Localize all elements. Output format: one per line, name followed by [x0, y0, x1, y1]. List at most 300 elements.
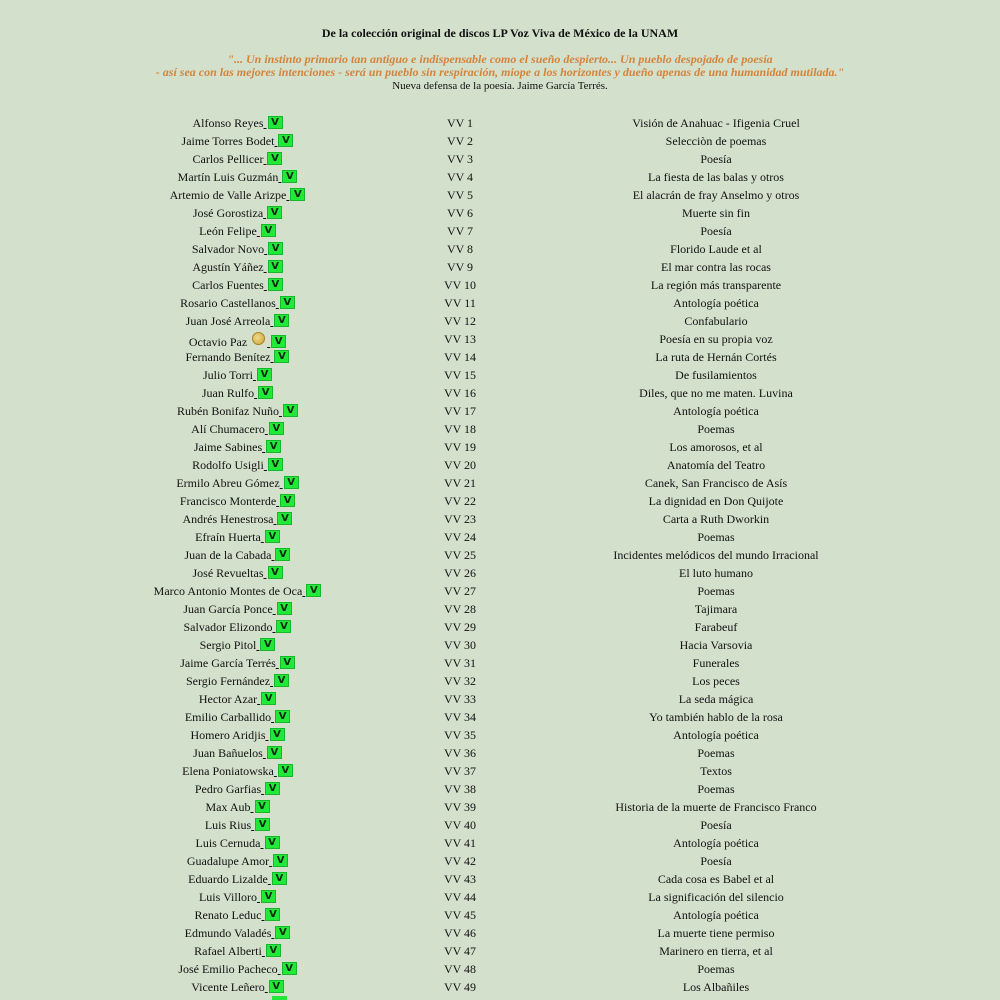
list-item — [0, 330, 1000, 348]
page-title: De la colección original de discos LP Voz Viva de México de la UNAM — [321, 26, 679, 40]
author-name: Guadalupe Amor — [186, 854, 270, 868]
work-title: Poemas — [697, 530, 735, 544]
author-name: Luis Rius — [204, 818, 252, 832]
work-title: Poemas — [697, 584, 735, 598]
author-name: Luis Villoro — [198, 890, 258, 904]
work-title: Canek, San Francisco de Asís — [644, 476, 788, 490]
author-name: Juan de la Cabada — [184, 548, 272, 562]
author-name: Octavio Paz — [188, 335, 248, 349]
author-name: Rubén Bonifaz Nuño — [177, 404, 279, 418]
record-code: VV 17 — [443, 404, 477, 418]
record-code: VV 32 — [443, 674, 477, 688]
author-name: José Emilio Pacheco — [178, 962, 278, 976]
v-icon[interactable]: V — [275, 548, 290, 561]
work-title: Poesía — [700, 224, 732, 238]
author-name: Vicente Leñero — [191, 980, 265, 994]
record-code: VV 22 — [443, 494, 477, 508]
list-item — [0, 834, 1000, 852]
list-item — [0, 276, 1000, 294]
link-spacer — [276, 494, 279, 508]
v-icon[interactable]: V — [268, 458, 283, 471]
v-icon[interactable]: V — [274, 350, 289, 363]
author-name: Sergio Fernández — [185, 674, 271, 688]
list-item — [0, 762, 1000, 780]
list-item — [0, 708, 1000, 726]
work-title: Textos — [700, 764, 732, 778]
record-code: VV 27 — [443, 584, 477, 598]
v-icon[interactable]: V — [271, 335, 286, 348]
work-title: Antología poética — [673, 296, 759, 310]
link-spacer — [262, 944, 265, 958]
record-code: VV 37 — [443, 764, 477, 778]
work-title: Antología poética — [673, 728, 759, 742]
work-title: El mar contra las rocas — [661, 260, 771, 274]
author-name: Sergio Pitol — [199, 638, 257, 652]
record-code: VV 20 — [443, 458, 477, 472]
v-icon[interactable]: V — [277, 602, 292, 615]
list-item — [0, 114, 1000, 132]
work-title: Selecciòn de poemas — [665, 134, 767, 148]
author-name: Francisco Monterde — [179, 494, 277, 508]
record-code: VV 12 — [443, 314, 477, 328]
list-item — [0, 312, 1000, 330]
author-name: Julio Torri — [203, 368, 253, 382]
list-item — [0, 204, 1000, 222]
record-code: VV 24 — [443, 530, 477, 544]
work-title: Los peces — [692, 674, 740, 688]
v-icon[interactable]: V — [257, 368, 272, 381]
record-code: VV 48 — [443, 962, 477, 976]
link-spacer — [257, 692, 260, 706]
record-code: VV 35 — [443, 728, 477, 742]
list-item — [0, 636, 1000, 654]
link-spacer — [264, 278, 267, 292]
recordings-list — [0, 114, 1000, 996]
record-code: VV 16 — [443, 386, 477, 400]
record-code: VV 33 — [443, 692, 477, 706]
work-title: Anatomía del Teatro — [666, 458, 766, 472]
record-code: VV 44 — [443, 890, 477, 904]
link-spacer — [286, 188, 289, 202]
v-icon[interactable]: V — [277, 512, 292, 525]
list-item — [0, 870, 1000, 888]
epigraph-line-1: "... Un instinto primario tan antiguo e indispensable como el sueño despierto... Un pueblo despojado de poesía — [227, 52, 773, 66]
link-spacer — [264, 242, 267, 256]
list-item — [0, 420, 1000, 438]
link-spacer — [254, 386, 257, 400]
author-name: Salvador Novo — [191, 242, 265, 256]
v-icon[interactable]: V — [268, 566, 283, 579]
v-icon[interactable]: V — [266, 944, 281, 957]
record-code: VV 10 — [443, 278, 477, 292]
author-name: Alí Chumacero — [191, 422, 265, 436]
v-icon[interactable]: V — [272, 872, 287, 885]
v-icon[interactable]: V — [276, 620, 291, 633]
v-icon[interactable]: V — [267, 206, 282, 219]
work-title: Antología poética — [673, 404, 759, 418]
list-item — [0, 348, 1000, 366]
list-item — [0, 726, 1000, 744]
author-name: Elena Poniatowska — [182, 764, 274, 778]
list-item — [0, 456, 1000, 474]
list-item — [0, 186, 1000, 204]
list-item — [0, 942, 1000, 960]
link-spacer — [251, 818, 254, 832]
list-item — [0, 960, 1000, 978]
v-icon[interactable]: V — [280, 494, 295, 507]
link-spacer — [263, 746, 266, 760]
v-icon[interactable]: V — [290, 188, 305, 201]
v-icon[interactable]: V — [273, 854, 288, 867]
list-item — [0, 816, 1000, 834]
record-code: VV 46 — [443, 926, 477, 940]
v-icon[interactable]: V — [267, 746, 282, 759]
epigraph-line-2: - así sea con las mejores intenciones - será un pueblo sin respiración, miope a los horizontes y dueño apenas de una humanidad mutilada." — [155, 65, 845, 79]
list-item — [0, 492, 1000, 510]
record-code: VV 34 — [443, 710, 477, 724]
record-code: VV 26 — [443, 566, 477, 580]
work-title: Poesía — [700, 818, 732, 832]
record-code: VV 4 — [446, 170, 474, 184]
list-item — [0, 600, 1000, 618]
author-name: Efraín Huerta — [195, 530, 261, 544]
link-spacer — [267, 335, 270, 349]
list-item — [0, 510, 1000, 528]
work-title: La fiesta de las balas y otros — [648, 170, 784, 184]
author-name: Eduardo Lizalde — [188, 872, 268, 886]
link-spacer — [270, 674, 273, 688]
author-name: Jaime Torres Bodet — [181, 134, 275, 148]
record-code: VV 5 — [446, 188, 474, 202]
link-spacer — [261, 530, 264, 544]
list-item — [0, 438, 1000, 456]
link-spacer — [274, 764, 277, 778]
record-code: VV 39 — [443, 800, 477, 814]
author-name: Max Aub — [205, 800, 251, 814]
record-code: VV 18 — [443, 422, 477, 436]
list-item — [0, 582, 1000, 600]
record-code: VV 40 — [443, 818, 477, 832]
link-spacer — [257, 890, 260, 904]
v-icon[interactable]: V — [275, 926, 290, 939]
list-item — [0, 150, 1000, 168]
author-name: Martín Luis Guzmán — [177, 170, 279, 184]
author-name: Rafael Alberti — [194, 944, 262, 958]
author-name: Juan Rulfo — [201, 386, 255, 400]
v-icon[interactable]: V — [274, 674, 289, 687]
work-title: Yo también hablo de la rosa — [649, 710, 783, 724]
record-code: VV 36 — [443, 746, 477, 760]
work-title: Poesía — [700, 152, 732, 166]
link-spacer — [261, 908, 264, 922]
v-icon[interactable]: V — [282, 170, 297, 183]
link-spacer — [261, 836, 264, 850]
author-name: Artemio de Valle Arizpe — [169, 188, 287, 202]
author-name: José Gorostiza — [192, 206, 264, 220]
list-item — [0, 852, 1000, 870]
work-title: Farabeuf — [694, 620, 738, 634]
author-name: Jaime García Terrés — [180, 656, 276, 670]
link-spacer — [251, 800, 254, 814]
record-code: VV 15 — [443, 368, 477, 382]
list-item — [0, 294, 1000, 312]
link-spacer — [264, 458, 267, 472]
v-icon[interactable]: V — [278, 134, 293, 147]
list-item — [0, 798, 1000, 816]
list-item — [0, 132, 1000, 150]
v-icon[interactable]: V — [280, 656, 295, 669]
v-icon[interactable]: V — [261, 224, 276, 237]
v-icon[interactable]: V — [265, 782, 280, 795]
work-title: Muerte sin fin — [682, 206, 750, 220]
author-name: Marco Antonio Montes de Oca — [153, 584, 303, 598]
author-name: Alfonso Reyes — [192, 116, 264, 130]
v-icon[interactable]: V — [280, 296, 295, 309]
author-name: Fernando Benítez — [185, 350, 271, 364]
v-icon[interactable]: V — [306, 584, 321, 597]
link-spacer — [264, 566, 267, 580]
author-name: Homero Aridjis — [190, 728, 266, 742]
link-spacer — [264, 116, 267, 130]
v-icon[interactable]: V — [268, 242, 283, 255]
link-spacer — [263, 206, 266, 220]
link-spacer — [279, 404, 282, 418]
work-title: Confabulario — [684, 314, 748, 328]
author-name: Agustín Yáñez — [192, 260, 264, 274]
author-name: Jaime Sabines — [193, 440, 263, 454]
record-code: VV 21 — [443, 476, 477, 490]
link-spacer — [264, 260, 267, 274]
work-title: Florido Laude et al — [670, 242, 762, 256]
v-icon[interactable]: V — [261, 890, 276, 903]
list-item — [0, 222, 1000, 240]
link-spacer — [263, 152, 266, 166]
list-item — [0, 744, 1000, 762]
link-spacer — [271, 710, 274, 724]
record-code: VV 30 — [443, 638, 477, 652]
list-item — [0, 240, 1000, 258]
list-item — [0, 564, 1000, 582]
v-icon[interactable]: V — [268, 278, 283, 291]
link-spacer — [278, 170, 281, 184]
work-title: Cada cosa es Babel et al — [657, 872, 775, 886]
record-code: VV 3 — [446, 152, 474, 166]
v-icon[interactable]: V — [268, 116, 283, 129]
record-code: VV 8 — [446, 242, 474, 256]
work-title: La dignidad en Don Quijote — [648, 494, 784, 508]
link-spacer — [276, 296, 279, 310]
record-code: VV 14 — [443, 350, 477, 364]
record-code: VV 45 — [443, 908, 477, 922]
link-spacer — [271, 926, 274, 940]
work-title: La ruta de Hernán Cortés — [655, 350, 777, 364]
work-title: La muerte tiene permiso — [657, 926, 775, 940]
work-title: El luto humano — [679, 566, 753, 580]
work-title: Marinero en tierra, et al — [659, 944, 773, 958]
v-icon[interactable]: V — [269, 422, 284, 435]
link-spacer — [262, 440, 265, 454]
v-icon[interactable]: V — [275, 710, 290, 723]
list-item — [0, 906, 1000, 924]
v-icon[interactable] — [272, 996, 287, 1000]
link-spacer — [253, 368, 256, 382]
gold-seal-icon — [252, 332, 265, 345]
author-name: Juan Bañuelos — [193, 746, 263, 760]
v-icon[interactable]: V — [265, 908, 280, 921]
v-icon[interactable]: V — [278, 764, 293, 777]
v-icon[interactable]: V — [261, 692, 276, 705]
record-code: VV 47 — [443, 944, 477, 958]
epigraph-quote — [0, 53, 1000, 79]
work-title: El alacrán de fray Anselmo y otros — [632, 188, 800, 202]
work-title: Los Albañiles — [682, 980, 750, 994]
list-item — [0, 168, 1000, 186]
author-name: Hector Azar — [198, 692, 258, 706]
link-spacer — [261, 782, 264, 796]
v-icon[interactable]: V — [260, 638, 275, 651]
work-title: La significación del silencio — [648, 890, 784, 904]
author-name: Edmundo Valadés — [184, 926, 272, 940]
author-name: Salvador Elizondo — [183, 620, 273, 634]
v-icon[interactable]: V — [274, 314, 289, 327]
work-title: De fusilamientos — [675, 368, 757, 382]
link-spacer — [268, 872, 271, 886]
record-code: VV 7 — [446, 224, 474, 238]
record-code: VV 31 — [443, 656, 477, 670]
record-code: VV 41 — [443, 836, 477, 850]
author-name: Rodolfo Usigli — [192, 458, 264, 472]
author-name: José Revueltas — [192, 566, 264, 580]
author-name: León Felipe — [199, 224, 257, 238]
list-item — [0, 402, 1000, 420]
link-spacer — [278, 962, 281, 976]
v-icon[interactable]: V — [266, 440, 281, 453]
epigraph-source: Nueva defensa de la poesía. Jaime García Terrés. — [392, 80, 608, 92]
record-code: VV 9 — [446, 260, 474, 274]
author-name: Juan García Ponce — [183, 602, 273, 616]
author-name: Juan José Arreola — [185, 314, 271, 328]
list-item — [0, 384, 1000, 402]
link-spacer — [266, 728, 269, 742]
work-title: Carta a Ruth Dworkin — [662, 512, 770, 526]
list-item — [0, 672, 1000, 690]
list-item — [0, 654, 1000, 672]
v-icon[interactable]: V — [282, 962, 297, 975]
v-icon[interactable]: V — [268, 260, 283, 273]
work-title: Funerales — [692, 656, 740, 670]
v-icon[interactable]: V — [269, 980, 284, 993]
link-spacer — [274, 134, 277, 148]
link-spacer — [271, 548, 274, 562]
record-code: VV 29 — [443, 620, 477, 634]
record-code: VV 6 — [446, 206, 474, 220]
work-title: Poemas — [697, 782, 735, 796]
record-code: VV 38 — [443, 782, 477, 796]
work-title: Diles, que no me maten. Luvina — [639, 386, 793, 400]
list-item — [0, 690, 1000, 708]
list-item — [0, 618, 1000, 636]
link-spacer — [269, 854, 272, 868]
v-icon[interactable]: V — [267, 152, 282, 165]
list-item — [0, 780, 1000, 798]
work-title: Poemas — [697, 422, 735, 436]
list-item — [0, 474, 1000, 492]
record-code: VV 28 — [443, 602, 477, 616]
author-name: Rosario Castellanos — [180, 296, 276, 310]
record-code: VV 2 — [446, 134, 474, 148]
v-icon[interactable]: V — [270, 728, 285, 741]
author-name: Ermilo Abreu Gómez — [176, 476, 280, 490]
link-spacer — [272, 620, 275, 634]
work-title: Poesía en su propia voz — [659, 332, 773, 346]
record-code: VV 42 — [443, 854, 477, 868]
link-spacer — [270, 350, 273, 364]
work-title: Poemas — [697, 962, 735, 976]
work-title: Visión de Anahuac - Ifigenia Cruel — [632, 116, 800, 130]
v-icon[interactable]: V — [255, 818, 270, 831]
author-name: Andrés Henestrosa — [182, 512, 274, 526]
link-spacer — [270, 314, 273, 328]
author-name: Emilio Carballido — [184, 710, 272, 724]
link-spacer — [276, 656, 279, 670]
record-code: VV 25 — [443, 548, 477, 562]
work-title: Tajimara — [694, 602, 738, 616]
work-title: La región más transparente — [650, 278, 782, 292]
list-item — [0, 258, 1000, 276]
v-icon[interactable]: V — [265, 836, 280, 849]
list-item — [0, 546, 1000, 564]
author-name: Carlos Pellicer — [192, 152, 264, 166]
link-spacer — [280, 476, 283, 490]
work-title: Antología poética — [673, 908, 759, 922]
record-code: VV 49 — [443, 980, 477, 994]
record-code: VV 11 — [444, 296, 476, 310]
v-icon[interactable]: V — [283, 404, 298, 417]
author-name: Luis Cernuda — [195, 836, 261, 850]
record-code: VV 13 — [443, 332, 477, 346]
list-item — [0, 978, 1000, 996]
list-item — [0, 924, 1000, 942]
work-title: Historia de la muerte de Francisco Franco — [615, 800, 817, 814]
work-title: Antología poética — [673, 836, 759, 850]
work-title: Poemas — [697, 746, 735, 760]
author-name: Pedro Garfias — [194, 782, 262, 796]
record-code: VV 43 — [443, 872, 477, 886]
work-title: Incidentes melódicos del mundo Irracional — [613, 548, 819, 562]
v-icon[interactable]: V — [265, 530, 280, 543]
list-item — [0, 528, 1000, 546]
link-spacer — [273, 602, 276, 616]
author-name: Carlos Fuentes — [192, 278, 264, 292]
list-item — [0, 888, 1000, 906]
v-icon[interactable]: V — [258, 386, 273, 399]
author-name: Renato Leduc — [194, 908, 262, 922]
v-icon[interactable]: V — [284, 476, 299, 489]
list-item — [0, 366, 1000, 384]
link-spacer — [265, 422, 268, 436]
link-spacer — [273, 512, 276, 526]
record-code: VV 23 — [443, 512, 477, 526]
link-spacer — [265, 980, 268, 994]
v-icon[interactable]: V — [255, 800, 270, 813]
record-code: VV 19 — [443, 440, 477, 454]
link-spacer — [257, 224, 260, 238]
link-spacer — [302, 584, 305, 598]
work-title: La seda mágica — [678, 692, 754, 706]
work-title: Poesía — [700, 854, 732, 868]
work-title: Los amorosos, et al — [669, 440, 763, 454]
link-spacer — [256, 638, 259, 652]
